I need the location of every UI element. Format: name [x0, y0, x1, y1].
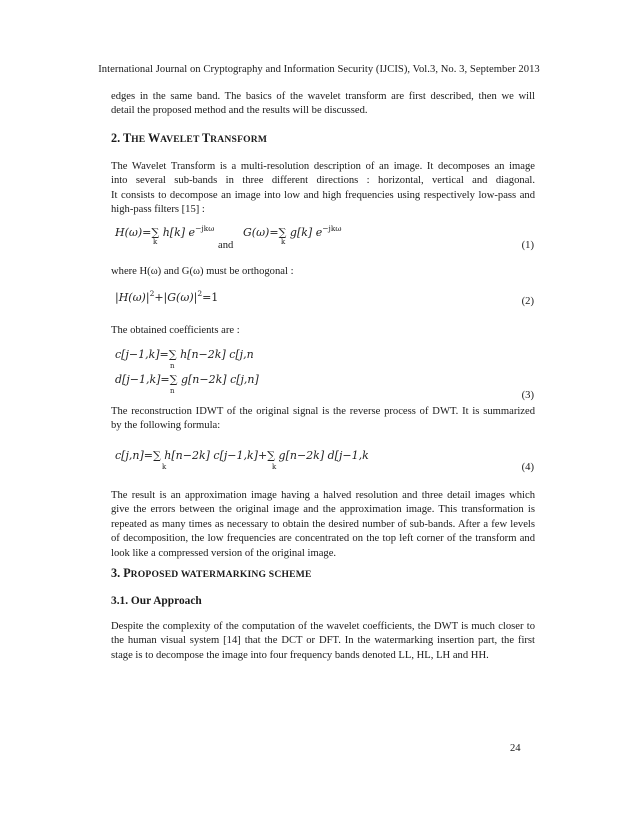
equation-4-sub-2: k: [272, 463, 277, 471]
running-header: International Journal on Cryptography and Information Security (IJCIS), Vol.3, No. 3, September 2013: [98, 64, 540, 75]
text-line: The result is an approximation image having a halved resolution and three detail images which: [111, 490, 535, 501]
result-paragraph: [111, 489, 535, 561]
text-line: The Wavelet Transform is a multi-resolution description of an image. It decomposes an image: [111, 161, 535, 172]
text-line: give the errors between the original image and the approximation image. This transformation is: [111, 504, 535, 516]
equation-4-sub-1: k: [162, 463, 167, 471]
text-line: look like a compressed version of the original image.: [111, 547, 337, 559]
equation-3-line-2: d[j−1,k]=∑ g[n−2k] c[j,n]: [115, 373, 259, 386]
text-line: into several sub-bands in three different directions : horizontal, vertical and diagonal.: [111, 175, 535, 187]
text-line: repeated as many times as necessary to obtain the desired number of sub-bands. After a few levels: [111, 518, 535, 530]
text-line: the human visual system [14] that the DCT or DFT. In the watermarking insertion part, the first: [111, 635, 535, 647]
text-line: The obtained coefficients are :: [111, 325, 240, 336]
equation-1-and: and: [218, 240, 234, 251]
equation-3-number: (3): [521, 390, 534, 401]
equation-4: c[j,n]=∑ h[n−2k] c[j−1,k]+∑ g[n−2k] d[j−1,k: [115, 449, 369, 462]
text-line: of decomposition, the low frequencies are concentrated on the top left corner of the transform and: [111, 533, 535, 545]
equation-4-number: (4): [521, 462, 534, 473]
text-line: edges in the same band. The basics of the wavelet transform are first described, then we will: [111, 91, 535, 102]
section-3-heading: 3. PROPOSED WATERMARKING SCHEME: [111, 566, 312, 580]
equation-1-number: (1): [521, 240, 534, 251]
approach-paragraph: [111, 620, 535, 663]
equation-2-number: (2): [521, 296, 534, 307]
intro-paragraph: [111, 90, 535, 119]
equation-2: $|H(\omega)|^2+|G(\omega)|^2=1$: [115, 289, 219, 304]
equation-3-sub-2: n: [170, 387, 175, 395]
equation-1-left-sub: k: [153, 238, 158, 246]
text-line: by the following formula:: [111, 420, 221, 432]
equation-1-left: H(ω)=∑ h[k] $e^{-jk\omega}$: [115, 224, 215, 239]
orthogonal-text: [111, 265, 535, 279]
page-number: 24: [510, 743, 521, 754]
text-line: high-pass filters [15] :: [111, 204, 205, 216]
text-line: stage is to decompose the image into four frequency bands denoted LL, HL, LH and HH.: [111, 649, 489, 661]
reconstruction-paragraph: [111, 405, 535, 434]
wavelet-intro-paragraph: [111, 160, 535, 218]
text-line: detail the proposed method and the results will be discussed.: [111, 105, 368, 117]
coefficients-text: [111, 324, 535, 338]
text-line: where H(ω) and G(ω) must be orthogonal :: [111, 266, 294, 277]
section-3-1-heading: 3.1. Our Approach: [111, 595, 202, 607]
text-line: It consists to decompose an image into low and high frequencies using respectively low-pass and: [111, 189, 535, 201]
section-2-heading: 2. THE WAVELET TRANSFORM: [111, 131, 268, 145]
equation-1-right: G(ω)=∑ g[k] $e^{-jk\omega}$: [243, 224, 342, 239]
equation-3-line-1: c[j−1,k]=∑ h[n−2k] c[j,n: [115, 348, 254, 361]
text-line: The reconstruction IDWT of the original signal is the reverse process of DWT. It is summarized: [111, 406, 535, 417]
text-line: Despite the complexity of the computation of the wavelet coefficients, the DWT is much closer to: [111, 621, 535, 632]
equation-3-sub-1: n: [170, 362, 175, 370]
equation-1-right-sub: k: [281, 238, 286, 246]
